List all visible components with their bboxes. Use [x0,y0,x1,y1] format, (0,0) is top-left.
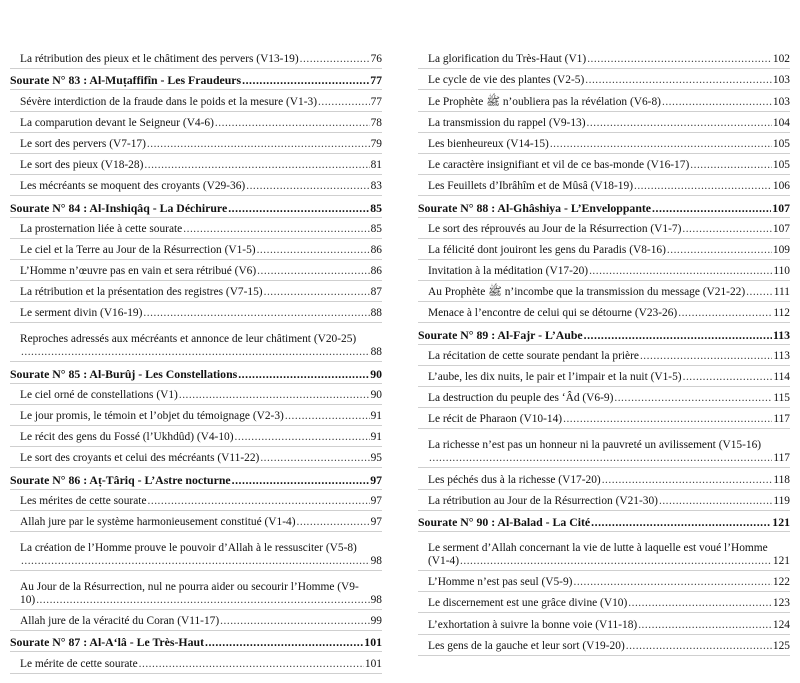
page-number: 90 [370,388,382,401]
entry-title-line1: Reproches adressés aux mécréants et annonce de leur châtiment (V20-25) [20,333,357,346]
leader-dots [205,635,363,649]
entry-title: Les mérites de cette sourate [20,494,147,507]
page-number: 97 [370,472,382,487]
leader-dots [667,244,772,257]
leader-dots [238,367,369,381]
leader-dots [179,389,370,402]
page-number: 114 [773,371,790,383]
page-number: 109 [772,243,790,256]
entry-title: La félicité dont jouiront les gens du Paradis (V8-16) [428,243,666,256]
toc-entry [418,408,790,429]
entry-title-line1: La création de l’Homme prouve le pouvoir d’Allah à le ressusciter (V5-8) [20,541,357,554]
page-number: 85 [370,222,382,235]
page-number: 111 [773,286,790,299]
entry-title: La rétribution au Jour de la Résurrection (V21-30) [428,494,658,507]
entry-title: L’Homme n’est pas seul (V5-9) [428,576,573,589]
toc-entry [418,302,790,323]
entry-title: La glorification du Très-Haut (V1) [428,53,587,66]
toc-entry [10,447,382,468]
page-number: 101 [364,635,382,650]
entry-title: Le discernement est une grâce divine (V10) [428,597,628,610]
leader-dots [614,392,772,405]
entry-title: Le sort des pervers (V7-17) [20,137,146,150]
toc-entry [418,345,790,366]
entry-title: La destruction du peuple des ‘Âd (V6-9) [428,392,614,405]
entry-title-line1: La richesse n’est pas un honneur ni la pauvreté un avilissement (V15-16) [428,439,762,452]
entry-last-line [20,555,382,568]
sourate-heading [418,196,790,217]
toc-entry [418,175,790,196]
leader-dots [215,117,370,130]
leader-dots [285,410,370,423]
page-number: 77 [370,73,382,88]
page-number: 104 [772,116,790,129]
leader-dots [638,619,772,632]
page-number: 103 [772,95,790,108]
leader-dots [652,201,771,215]
page-number: 91 [370,431,382,444]
leader-dots [260,452,369,465]
page-number: 112 [773,307,790,320]
entry-title: Les bienheureux (V14-15) [428,137,549,150]
heading-title: Sourate N° 90 : Al-Balad - La Cité [418,514,591,529]
toc-entry [10,652,382,673]
entry-title: Le serment divin (V16-19) [20,307,143,320]
toc-right-column [418,48,790,656]
sourate-heading [10,631,382,652]
page-number: 97 [370,494,382,507]
leader-dots [587,117,772,130]
toc-entry [10,571,382,610]
leader-dots [21,555,370,568]
entry-title-line1: Le serment d’Allah concernant la vie de lutte à laquelle est voué l’Homme [428,541,768,554]
page-number: 99 [370,615,382,628]
leader-dots [683,371,773,384]
toc-entry [10,175,382,196]
toc-entry [10,90,382,111]
sourate-heading [418,323,790,344]
entry-title: Les Feuillets d’Ibrâhîm et de Mûsâ (V18-19) [428,180,633,193]
entry-title: La prosternation liée à cette sourate [20,222,183,235]
leader-dots [183,223,369,236]
sourate-heading [10,196,382,217]
toc-entry [418,592,790,613]
page-number: 125 [772,639,790,652]
toc-entry [10,239,382,260]
entry-title: L’Homme n’œuvre pas en vain et sera rétribué (V6) [20,265,257,278]
page-number: 103 [772,74,790,87]
toc-entry [418,69,790,90]
page-number: 78 [370,116,382,129]
toc-entry [418,532,790,571]
toc-entry [418,387,790,408]
page-number: 79 [370,137,382,150]
entry-title-line2: 10) [20,593,36,606]
leader-dots [147,138,370,151]
leader-dots [640,350,772,363]
heading-title: Sourate N° 86 : Aṭ-Târiq - L’Astre nocturne [10,472,231,487]
toc-entry [418,260,790,281]
toc-entry [418,281,790,302]
leader-dots [220,615,369,628]
page-number: 90 [370,366,382,381]
toc-entry [10,281,382,302]
page-number: 86 [370,265,382,278]
entry-last-line [428,555,790,568]
entry-last-line [20,346,382,359]
page-number: 102 [772,53,790,66]
toc-entry [418,571,790,592]
page-number: 97 [370,515,382,528]
toc-entry [10,384,382,405]
entry-title: Les mécréants se moquent des croyants (V29-36) [20,180,246,193]
entry-title: La rétribution et la présentation des registres (V7-15) [20,286,263,299]
toc-entry [418,429,790,468]
page-number: 86 [370,243,382,256]
page-number: 88 [370,346,382,359]
entry-title: Le caractère insignifiant et vil de ce bas-monde (V16-17) [428,159,690,172]
leader-dots [591,515,771,529]
page-number: 117 [773,452,790,465]
entry-title: Au Prophète ﷺ n’incombe que la transmission du message (V21-22) [428,286,746,299]
heading-title: Sourate N° 87 : Al-A‘lâ - Le Très-Haut [10,635,204,650]
page-number: 110 [773,265,790,278]
leader-dots [257,244,370,257]
leader-dots [36,594,369,607]
entry-title: Le mérite de cette sourate [20,657,138,670]
toc-entry [418,468,790,489]
entry-title: Sévère interdiction de la fraude dans le poids et la mesure (V1-3) [20,95,317,108]
leader-dots [144,159,369,172]
page-number: 77 [370,95,382,108]
page-number: 122 [772,576,790,589]
page-number: 107 [772,222,790,235]
entry-title: Les péchés dus à la richesse (V17-20) [428,473,601,486]
leader-dots [429,452,772,465]
leader-dots [300,53,370,66]
leader-dots [21,346,370,359]
leader-dots [235,431,370,444]
page-number: 113 [772,327,790,342]
toc-entry [418,366,790,387]
page-number: 87 [370,286,382,299]
leader-dots [662,96,772,109]
leader-dots [589,265,772,278]
page-number: 76 [370,53,382,66]
entry-title: Allah jure par le système harmonieusement constitué (V1-4) [20,515,296,528]
page-number: 81 [370,159,382,172]
entry-title: Invitation à la méditation (V17-20) [428,265,589,278]
toc-entry [10,610,382,631]
leader-dots [550,138,772,151]
entry-title: La transmission du rappel (V9-13) [428,116,586,129]
leader-dots [626,640,772,653]
toc-entry [10,426,382,447]
heading-title: Sourate N° 84 : Al-Inshiqâq - La Déchirure [10,200,228,215]
toc-entry [10,490,382,511]
leader-dots [563,413,772,426]
leader-dots [573,576,771,589]
sourate-heading [10,362,382,383]
leader-dots [659,495,772,508]
leader-dots [297,516,370,529]
toc-entry [10,154,382,175]
page-number: 98 [370,593,382,606]
toc-entry [10,532,382,571]
leader-dots [257,265,369,278]
page-number: 117 [773,413,790,426]
leader-dots [602,474,773,487]
leader-dots [690,159,772,172]
toc-entry [418,635,790,656]
page-number: 107 [772,200,790,215]
page-number: 105 [772,159,790,172]
page-number: 118 [773,473,790,486]
page-number: 121 [772,554,790,567]
entry-title: Le récit des gens du Fossé (l’Ukhdûd) (V4-10) [20,431,234,444]
leader-dots [148,495,370,508]
entry-title: Le cycle de vie des plantes (V2-5) [428,74,585,87]
page-number: 121 [772,514,790,529]
entry-title: Allah jure de la véracité du Coran (V11-17) [20,615,220,628]
toc-entry [10,218,382,239]
entry-title-line1: Au Jour de la Résurrection, nul ne pourra aider ou secourir l’Homme (V9- [20,580,359,593]
heading-title: Sourate N° 89 : Al-Fajr - L’Aube [418,327,583,342]
entry-title: Les gens de la gauche et leur sort (V19-20) [428,639,625,652]
toc-entry [418,133,790,154]
page-number: 95 [370,452,382,465]
entry-last-line [428,452,790,465]
leader-dots [746,286,773,299]
toc-entry [418,112,790,133]
leader-dots [139,658,364,671]
page-number: 115 [773,392,790,405]
leader-dots [232,473,370,487]
leader-dots [634,180,772,193]
page-number: 101 [364,657,382,670]
toc-entry [418,90,790,111]
toc-entry [10,302,382,323]
leader-dots [246,180,369,193]
leader-dots [228,201,369,215]
leader-dots [587,53,772,66]
heading-title: Sourate N° 85 : Al-Burûj - Les Constellations [10,366,238,381]
page-number: 88 [370,307,382,320]
sourate-heading [418,511,790,532]
leader-dots [678,307,772,320]
leader-dots [318,96,370,109]
entry-title: Le jour promis, le témoin et l’objet du témoignage (V2-3) [20,410,284,422]
page-number: 113 [773,349,790,362]
leader-dots [585,74,772,87]
entry-title: La comparution devant le Seigneur (V4-6) [20,116,214,129]
leader-dots [264,286,370,299]
toc-entry [10,511,382,532]
sourate-heading [10,69,382,90]
leader-dots [143,307,369,320]
toc-entry [10,260,382,281]
entry-title: Le récit de Pharaon (V10-14) [428,413,563,426]
page-number: 91 [370,410,382,422]
entry-title: Le sort des croyants et celui des mécréants (V11-22) [20,452,260,465]
toc-entry [10,323,382,362]
entry-title: L’aube, les dix nuits, le pair et l’impair et la nuit (V1-5) [428,371,682,383]
entry-title: Le ciel et la Terre au Jour de la Résurrection (V1-5) [20,243,256,256]
toc-entry [418,490,790,511]
toc-entry [10,133,382,154]
toc-entry [418,613,790,634]
entry-title: La rétribution des pieux et le châtiment des pervers (V13-19) [20,53,299,66]
page-number: 106 [772,180,790,193]
heading-title: Sourate N° 88 : Al-Ghâshiya - L’Enveloppante [418,200,652,215]
page-number: 85 [370,200,382,215]
entry-title: Le Prophète ﷺ n’oubliera pas la révélation (V6-8) [428,95,661,108]
page-number: 83 [370,180,382,193]
leader-dots [584,328,772,342]
page-number: 124 [772,618,790,631]
toc-entry [418,218,790,239]
leader-dots [682,223,772,236]
toc-entry [10,48,382,69]
toc-entry [418,154,790,175]
toc-entry [10,405,382,426]
page-number: 119 [773,494,790,507]
entry-title: L’exhortation à suivre la bonne voie (V11-18) [428,618,638,631]
entry-last-line [20,594,382,607]
page-number: 105 [772,137,790,150]
sourate-heading [10,468,382,489]
toc-entry [10,112,382,133]
entry-title: Menace à l’encontre de celui qui se détourne (V23-26) [428,307,678,320]
entry-title: Le sort des pieux (V18-28) [20,159,144,172]
toc-entry [418,239,790,260]
page-number: 123 [772,597,790,610]
toc-left-column [10,48,382,674]
entry-title: Le sort des réprouvés au Jour de la Résurrection (V1-7) [428,222,682,235]
entry-title: La récitation de cette sourate pendant la prière [428,349,639,362]
page-number: 98 [370,554,382,567]
heading-title: Sourate N° 83 : Al-Muṭaffifîn - Les Fraudeurs [10,73,242,88]
leader-dots [242,73,369,87]
entry-title: Le ciel orné de constellations (V1) [20,388,178,401]
entry-title-line2: (V1-4) [428,554,459,567]
leader-dots [628,597,772,610]
toc-entry [418,48,790,69]
leader-dots [460,555,772,568]
